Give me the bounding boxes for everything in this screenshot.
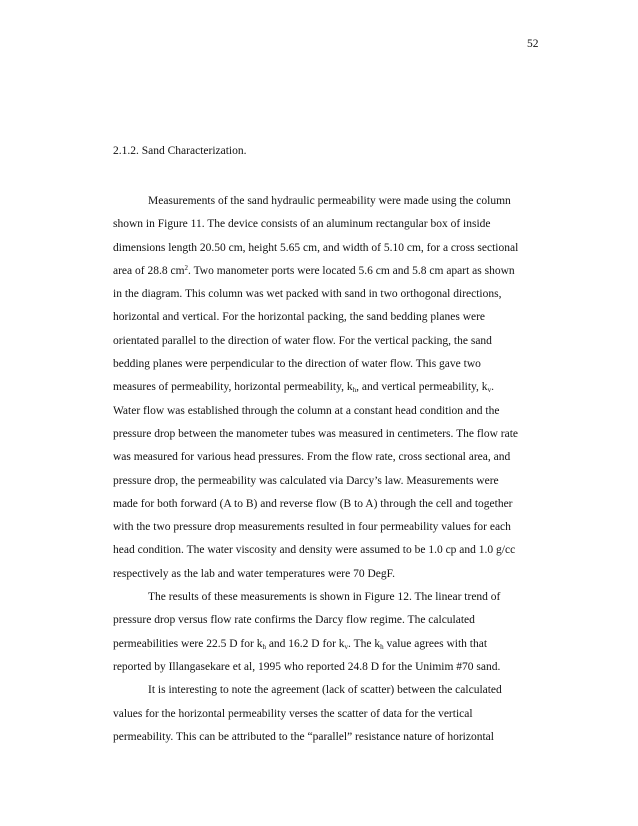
text-run: was measured for various head pressures. From the flow rate, cross sectional area, and [113,451,511,464]
text-run: Measurements of the sand hydraulic permeability were made using the column [148,195,511,207]
text-run: pressure drop between the manometer tubes was measured in centimeters. The flow rate [113,427,519,440]
text-run: , and vertical permeability, k [356,381,488,394]
text-run: values for the horizontal permeability verses the scatter of data for the vertical [113,707,473,720]
text-line-8 [113,353,543,376]
text-line-22 [113,679,543,702]
text-line-4 [113,260,543,283]
text-run: in the diagram. This column was wet packed with sand in two orthogonal directions, [113,288,502,301]
text-line-17 [113,563,543,586]
subscript: h [380,642,384,651]
text-run: orientated parallel to the direction of water flow. For the vertical packing, the sand [113,334,492,347]
text-run: It is interesting to note the agreement (lack of scatter) between the calculated [148,684,502,697]
text-line-13 [113,470,543,493]
subscript: h [262,642,266,651]
text-line-14 [113,493,543,516]
text-line-1 [113,190,543,213]
text-run: dimensions length 20.50 cm, height 5.65 cm, and width of 5.10 cm, for a cross sectional [113,241,519,254]
superscript: 2 [184,263,189,272]
text-run: made for both forward (A to B) and reverse flow (B to A) through the cell and together [113,497,513,510]
text-line-19 [113,609,543,632]
text-line-5 [113,283,543,306]
text-line-11 [113,423,543,446]
subscript: v [344,642,349,651]
text-line-2 [113,213,543,236]
text-run: . The k [348,637,381,650]
text-run: pressure drop versus flow rate confirms the Darcy flow regime. The calculated [113,614,475,627]
subscript: h [352,386,357,395]
text-line-15 [113,516,543,539]
text-line-18 [113,586,543,609]
text-run: permeability. This can be attributed to the “parallel” resistance nature of horizontal [113,730,494,743]
text-line-7 [113,330,543,353]
text-run: permeabilities were 22.5 D for k [113,637,263,650]
text-run: Water flow was established through the column at a constant head condition and the [113,404,500,417]
text-run: value agrees with that [383,637,488,650]
text-line-3 [113,237,543,260]
text-run: head condition. The water viscosity and density were assumed to be 1.0 cp and 1.0 g/cc [113,544,516,557]
text-run: area of 28.8 cm [113,264,185,277]
subscript: v [487,386,492,395]
text-run: reported by Illangasekare et al, 1995 who reported 24.8 D for the Unimim #70 sand. [113,660,501,673]
text-line-16 [113,539,543,562]
text-run: shown in Figure 11. The device consists of an aluminum rectangular box of inside [113,218,491,231]
text-run: and 16.2 D for k [265,637,345,650]
body-text [113,190,543,749]
section-heading: 2.1.2. Sand Characterization. [113,145,247,157]
text-run: . [491,381,494,394]
page-number: 52 [527,38,539,50]
text-line-20 [113,633,543,656]
text-run: The results of these measurements is shown in Figure 12. The linear trend of [148,591,501,604]
text-run: pressure drop, the permeability was calculated via Darcy’s law. Measurements were [113,474,499,487]
text-run: bedding planes were perpendicular to the direction of water flow. This gave two [113,358,481,371]
text-run: measures of permeability, horizontal permeability, k [113,381,353,394]
text-line-24 [113,726,543,749]
text-line-12 [113,446,543,469]
text-line-9 [113,376,543,399]
text-line-10 [113,400,543,423]
text-run: with the two pressure drop measurements resulted in four permeability values for each [113,521,511,534]
text-run: . Two manometer ports were located 5.6 cm and 5.8 cm apart as shown [188,264,515,277]
text-line-23 [113,703,543,726]
text-run: respectively as the lab and water temperatures were 70 DegF. [113,567,395,580]
text-run: horizontal and vertical. For the horizontal packing, the sand bedding planes were [113,311,486,324]
text-line-21 [113,656,543,679]
text-line-6 [113,306,543,329]
